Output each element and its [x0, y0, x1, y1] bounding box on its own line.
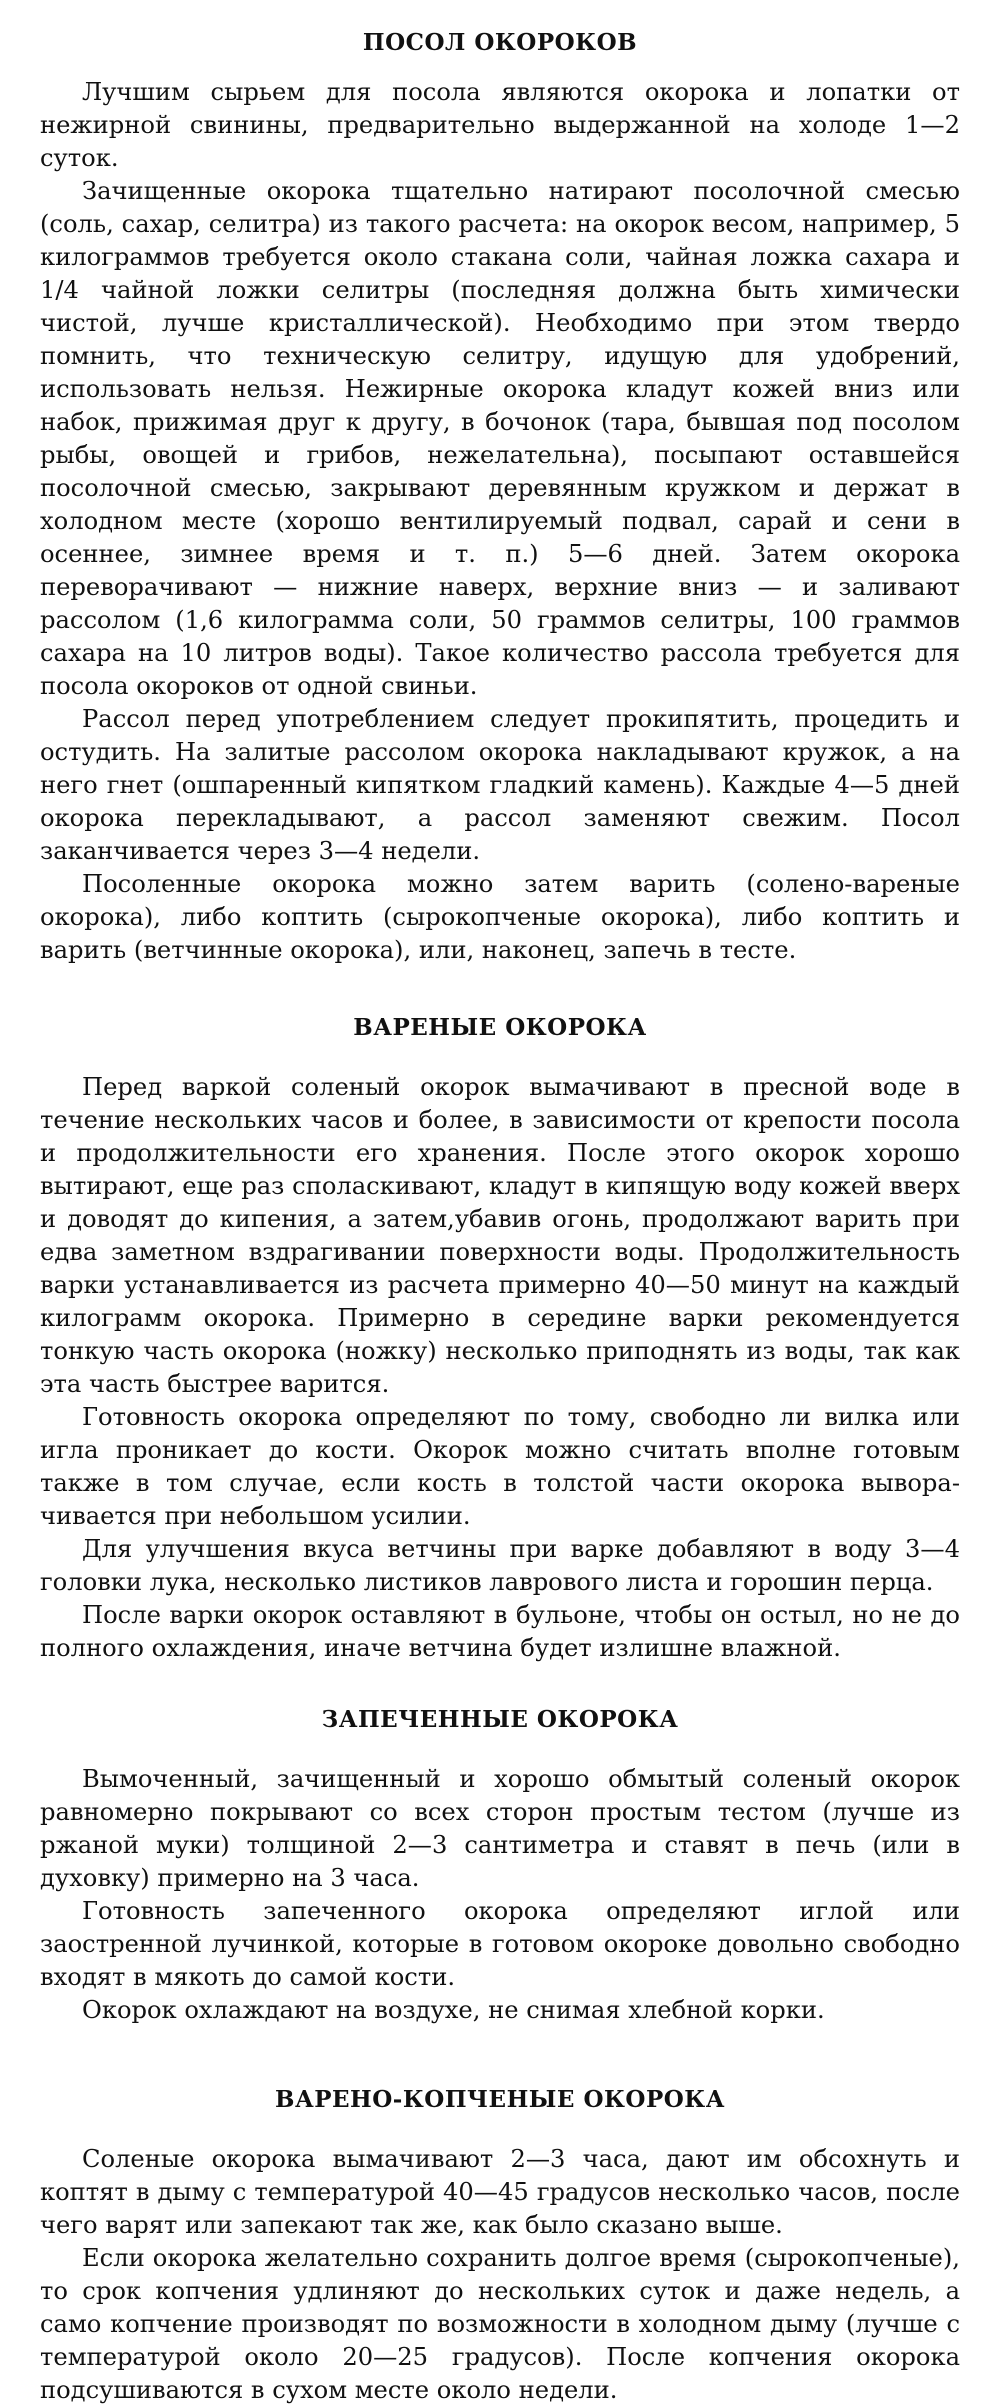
section-zapechennye-okoroka — [40, 1705, 960, 2027]
paragraph: Для улучшения вкуса ветчины при варке добавляют в воду 3—4 головки лука, несколько листиков лаврового листа и горошин перца. — [40, 1535, 960, 1596]
section-vareno-kopchenye-okoroka — [40, 2085, 960, 2407]
section-title: ВАРЕНО-КОПЧЕНЫЕ ОКОРОКА — [275, 2086, 725, 2113]
paragraph: Посоленные окорока можно затем варить (солено-вареные окорока), либо коптить (сырокопченые окорока), либо коптить и варить (ветчинные окорока), или, наконец, запечь в тесте. — [40, 870, 960, 964]
paragraph: Вымоченный, зачищенный и хорошо обмытый соленый окорок равномерно покрывают со всех сторон простым тестом (лучше из ржаной муки) толщиной 2—3 сантиметра и ставят в печь (или в духовку) примерно на 3 часа. — [40, 1765, 960, 1892]
paragraph: Если окорока желательно сохранить долгое время (сырокопченые), то срок копчения удлиняют до нескольких суток и даже недель, а само копчение производят по возможности в холодном дыму (лучше с температурой около 20—25 градусов). После копчения окорока подсушиваются в сухом месте около недели. — [40, 2244, 960, 2404]
section-title: ВАРЕНЫЕ ОКОРОКА — [353, 1014, 647, 1041]
paragraph: Рассол перед употреблением следует прокипятить, процедить и остудить. На залитые рассолом окорока накладывают кружок, а на него гнет (ошпаренный кипятком гладкий камень). Каждые 4—5 дней окорока перекладывают, а рассол заменяют свежим. Посол заканчивается через 3—4 недели. — [40, 705, 960, 865]
paragraph: Зачищенные окорока тщательно натирают посолочной смесью (соль, сахар, селитра) из такого расчета: на окорок весом, например, 5 килограммов требуется около стакана соли, чайная ложка сахара и 1/4 чайной ложки селитры (последняя должна быть химически чистой, лучше кристаллической). Необходимо при этом твердо помнить, что техническую селитру, идущую для удобрений, использовать нельзя. Нежирные окорока кладут кожей вниз или набок, прижимая друг к другу, в бочонок (тара, бывшая под посолом рыбы, овощей и грибов, нежелательна), посыпают оставшейся посолочной смесью, закрывают деревянным кружком и держат в холодном месте (хорошо вентилируемый подвал, сарай и сени в осеннее, зимнее время и т. п.) 5—6 дней. Затем окорока переворачивают — нижние наверх, верхние вниз — и заливают рассолом (1,6 килограмма соли, 50 граммов селитры, 100 граммов сахара на 10 литров воды). Такое количество рассола требуется для посола окороков от одной свиньи. — [40, 177, 960, 700]
section-posol-okorokov — [40, 28, 960, 967]
paragraph: Соленые окорока вымачивают 2—3 часа, дают им обсохнуть и коптят в дыму с температурой 40—45 градусов несколько часов, после чего варят или запекают так же, как было сказано выше. — [40, 2145, 960, 2239]
paragraph: После варки окорок оставляют в бульоне, чтобы он остыл, но не до полного охлаждения, иначе ветчина будет излишне влажной. — [40, 1601, 960, 1662]
paragraph: Окорок охлаждают на воздухе, не снимая хлебной корки. — [82, 1996, 825, 2024]
section-varenye-okoroka — [40, 1013, 960, 1665]
paragraph: Перед варкой соленый окорок вымачивают в пресной воде в течение нескольких часов и более, в зависимости от крепости посола и продолжительности его хранения. После этого окорок хорошо вытирают, еще раз споласкивают, кладут в кипящую воду кожей вверх и доводят до кипения, а затем,убавив огонь, продолжают варить при едва заметном вздрагивании поверхности воды. Продолжительность варки устанавливается из расчета примерно 40—50 минут на каждый килограмм окорока. Примерно в середине варки рекомендуется тонкую часть окорока (ножку) несколько приподнять из воды, так как эта часть быстрее варится. — [40, 1073, 960, 1398]
section-title: ЗАПЕЧЕННЫЕ ОКОРОКА — [321, 1706, 679, 1733]
paragraph: Готовность запеченного окорока определяют иглой или заостренной лучинкой, которые в готовом окороке довольно свободно входят в мякоть до самой кости. — [40, 1897, 960, 1991]
section-title: ПОСОЛ ОКОРОКОВ — [362, 29, 638, 56]
paragraph: Готовность окорока определяют по тому, свободно ли вилка или игла проникает до кости. Окорок можно считать вполне готовым также в том случае, если кость в толстой части окорока вывора- чивается при небольшом усилии. — [40, 1403, 960, 1530]
paragraph: Лучшим сырьем для посола являются окорока и лопатки от нежирной свинины, предварительно выдержанной на холоде 1—2 суток. — [40, 78, 960, 172]
